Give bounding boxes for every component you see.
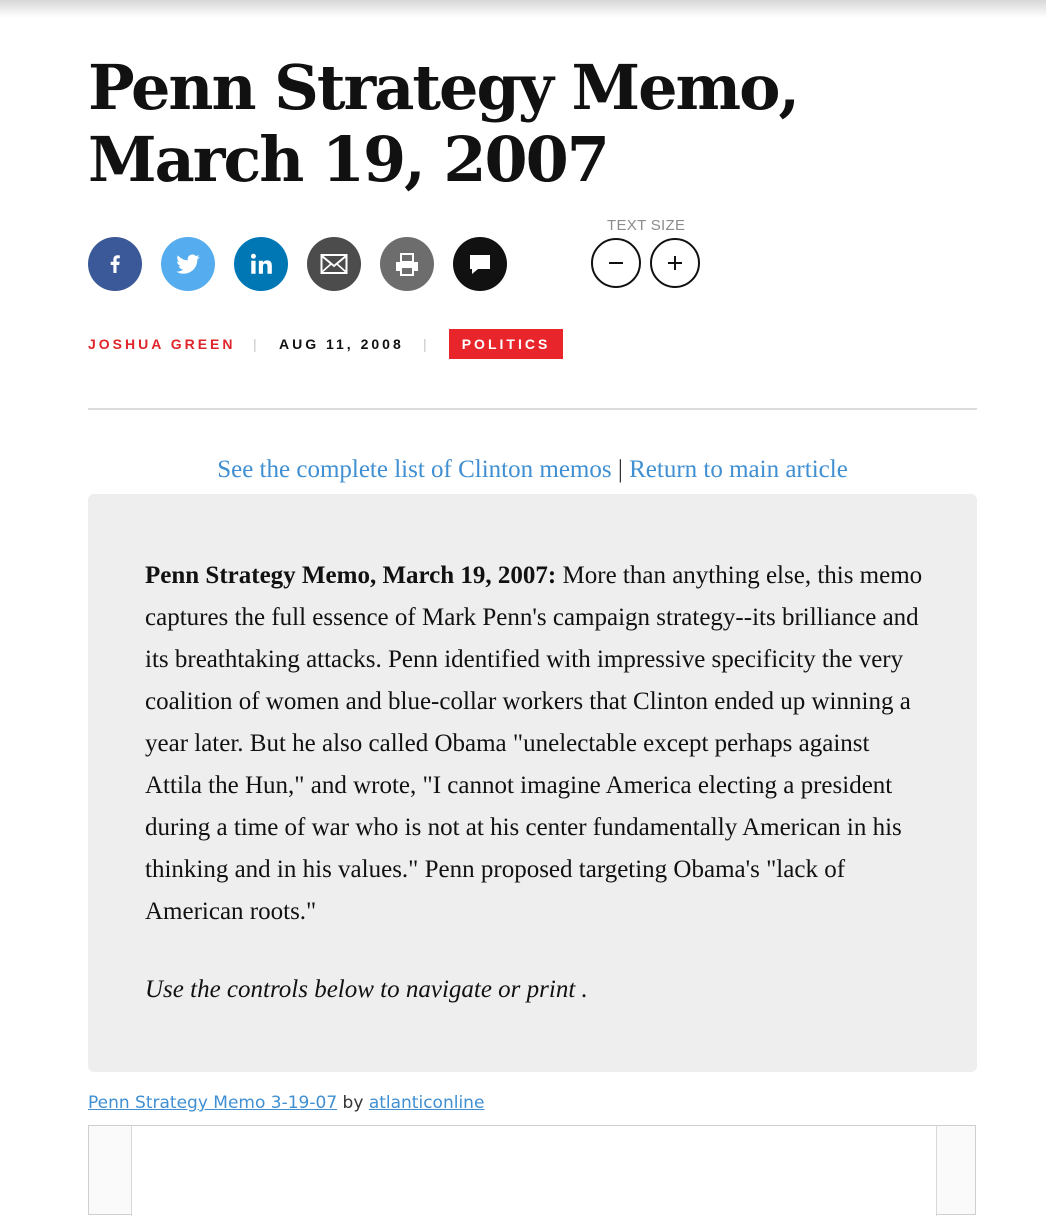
memo-summary-text	[145, 555, 925, 933]
document-viewer[interactable]	[88, 1125, 976, 1215]
browser-top-shadow	[0, 0, 1046, 18]
memo-nav-links	[88, 456, 977, 484]
printer-icon	[393, 250, 421, 278]
document-embed-caption	[88, 1093, 484, 1113]
twitter-share-button[interactable]	[161, 237, 215, 291]
comments-button[interactable]	[453, 237, 507, 291]
page-title: Penn Strategy Memo, March 19, 2007	[88, 51, 799, 196]
memo-summary-box	[88, 494, 977, 1072]
uploader-link[interactable]: atlanticonline	[368, 1093, 485, 1113]
document-page	[131, 1126, 937, 1216]
envelope-icon	[320, 253, 348, 275]
divider-rule	[88, 408, 977, 410]
memo-summary-body: More than anything else, this memo captures the full essence of Mark Penn's campaign strategy--its brilliance and its breathtaking attacks. Penn identified with impressive specificity the very coalition of women and blue-collar workers that Clinton ended up winning a year later. But he also called Obama "unelectable except perhaps against Attila the Hun," and wrote, "I cannot imagine America electing a president during a time of war who is not at his center fundamentally American in his thinking and in his values." Penn proposed targeting Obama's "lack of American roots."	[145, 562, 923, 925]
meta-separator: |	[423, 336, 430, 352]
navigation-note: Use the controls below to navigate or print .	[145, 976, 588, 1003]
minus-icon	[606, 253, 626, 273]
author-link[interactable]: JOSHUA GREEN	[88, 336, 236, 352]
publish-date: AUG 11, 2008	[279, 336, 404, 352]
print-button[interactable]	[380, 237, 434, 291]
text-size-label: TEXT SIZE	[607, 217, 686, 234]
linkedin-share-button[interactable]	[234, 237, 288, 291]
linkedin-icon	[248, 251, 274, 277]
return-to-article-link[interactable]: Return to main article	[629, 456, 848, 483]
speech-bubble-icon	[466, 250, 494, 278]
clinton-memos-list-link[interactable]: See the complete list of Clinton memos	[217, 456, 612, 483]
decrease-text-size-button[interactable]	[591, 238, 641, 288]
memo-summary-lead: Penn Strategy Memo, March 19, 2007:	[145, 562, 557, 589]
link-divider: |	[617, 456, 630, 483]
caption-by: by	[342, 1093, 369, 1113]
twitter-icon	[174, 250, 202, 278]
meta-separator: |	[253, 336, 260, 352]
facebook-share-button[interactable]	[88, 237, 142, 291]
facebook-icon	[103, 252, 127, 276]
plus-icon	[665, 253, 685, 273]
section-tag-politics[interactable]: POLITICS	[449, 329, 563, 359]
email-share-button[interactable]	[307, 237, 361, 291]
increase-text-size-button[interactable]	[650, 238, 700, 288]
document-link[interactable]: Penn Strategy Memo 3-19-07	[88, 1093, 338, 1113]
